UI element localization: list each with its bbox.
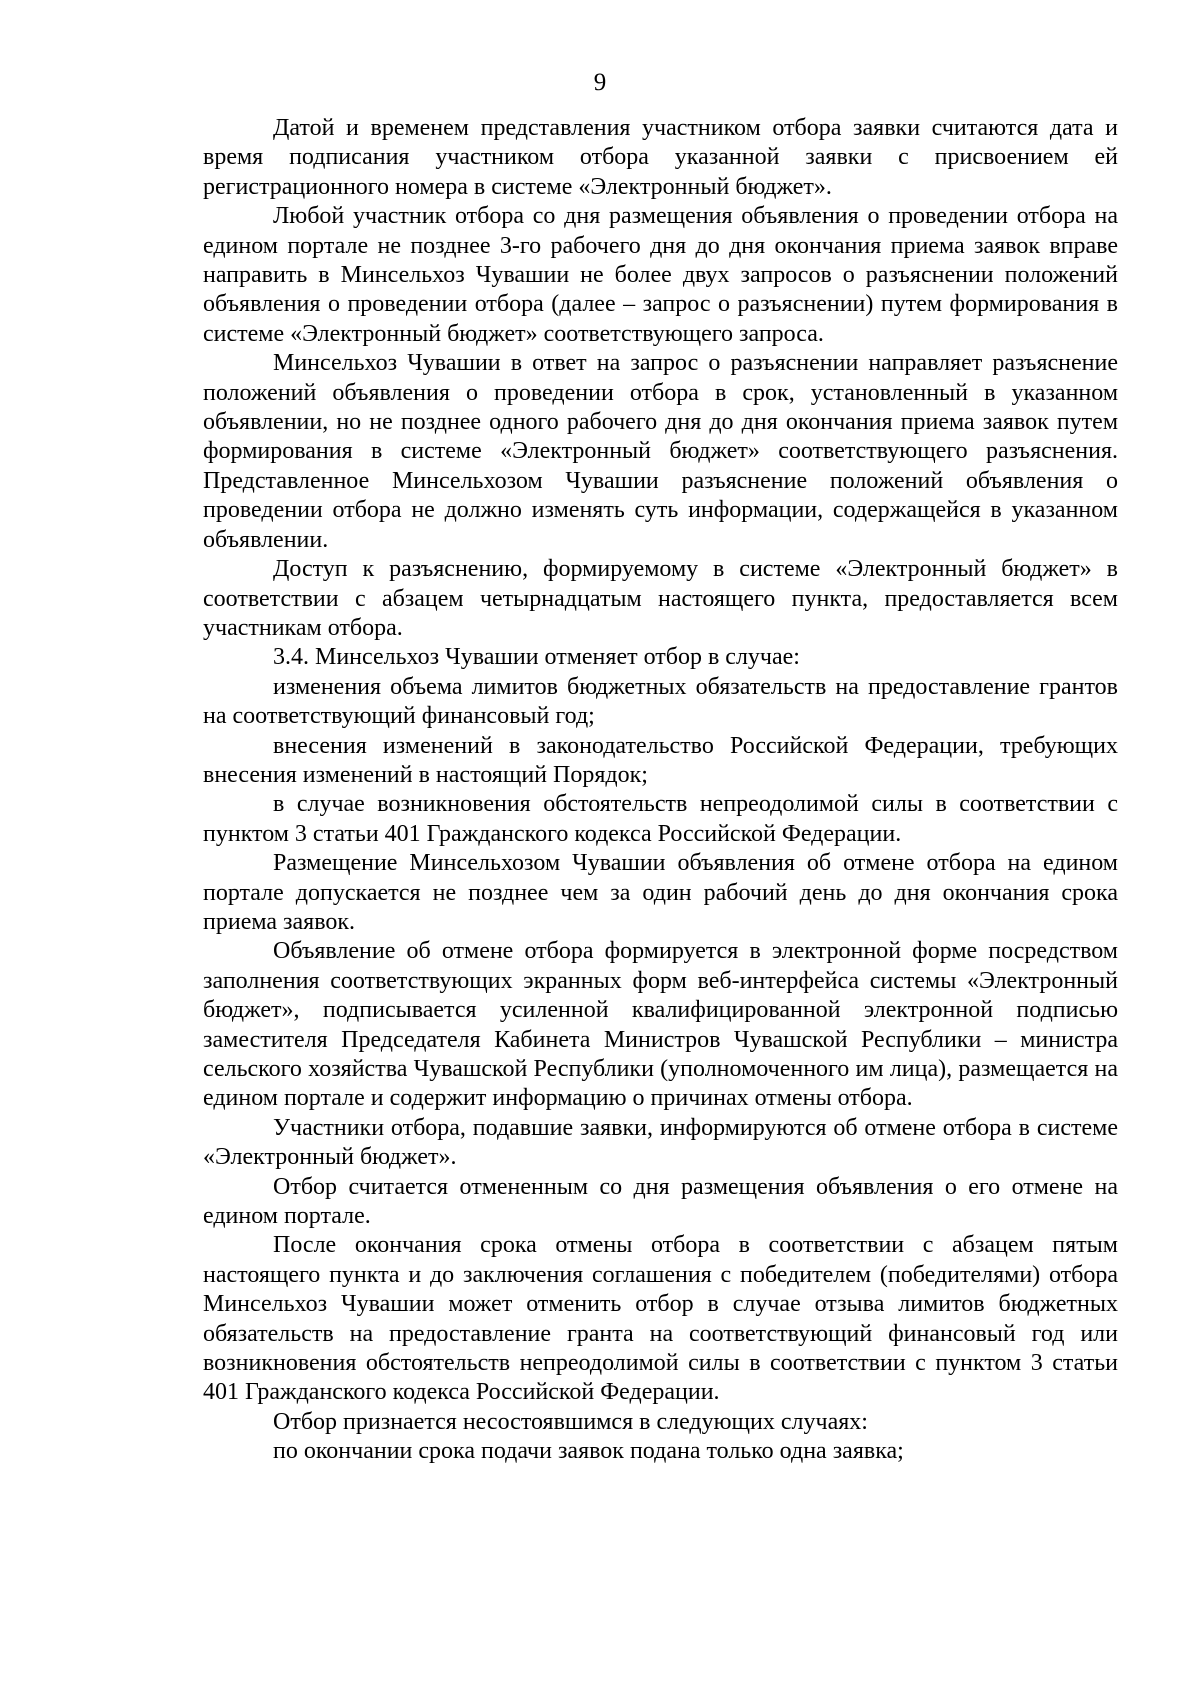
paragraph: внесения изменений в законодательство Российской Федерации, требующих внесения изменений в настоящий Порядок; (203, 732, 1118, 788)
paragraph: в случае возникновения обстоятельств непреодолимой силы в соответствии с пунктом 3 статьи 401 Гражданского кодекса Российской Федерации. (203, 791, 1118, 847)
paragraph: Участники отбора, подавшие заявки, информируются об отмене отбора в системе «Электронный бюджет». (203, 1114, 1118, 1171)
paragraph: Датой и временем представления участником отбора заявки считаются дата и время подписания участником отбора указанной заявки с присвоением ей регистрационного номера в системе «Электронный бюджет». (203, 115, 1118, 200)
page-number: 9 (593, 69, 607, 96)
paragraph: изменения объема лимитов бюджетных обязательств на предоставление грантов на соответствующий финансовый год; (203, 673, 1118, 730)
paragraph: Объявление об отмене отбора формируется в электронной форме посредством заполнения соответствующих экранных форм веб-интерфейса системы «Электронный бюджет», подписывается усиленной квалифицированной электронной подписью заместителя Председателя Кабинета Министров Чувашской Республики – министра сельского хозяйства Чувашской Республики (уполномоченного им лица), размещается на едином портале и содержит информацию о причинах отмены отбора. (203, 938, 1118, 1112)
paragraph: Отбор считается отмененным со дня размещения объявления о его отмене на едином портале. (203, 1173, 1118, 1230)
paragraph: Отбор признается несостоявшимся в следующих случаях: (273, 1408, 868, 1435)
paragraph: Минсельхоз Чувашии в ответ на запрос о разъяснении направляет разъяснение положений объявления о проведении отбора в срок, установленный в указанном объявлении, но не позднее одного рабочего дня до дня окончания приема заявок путем формирования в системе «Электронный бюджет» соответствующего разъяснения. Представленное Минсельхозом Чувашии разъяснение положений объявления о проведении отбора не должно изменять суть информации, содержащейся в указанном объявлении. (203, 350, 1118, 553)
paragraph: Доступ к разъяснению, формируемому в системе «Электронный бюджет» в соответствии с абзацем четырнадцатым настоящего пункта, предоставляется всем участникам отбора. (203, 556, 1118, 641)
document-body (203, 114, 1118, 1467)
paragraph: 3.4. Минсельхоз Чувашии отменяет отбор в случае: (273, 644, 800, 671)
paragraph: После окончания срока отмены отбора в соответствии с абзацем пятым настоящего пункта и до заключения соглашения с победителем (победителями) отбора Минсельхоз Чувашии может отменить отбор в случае отзыва лимитов бюджетных обязательств на предоставление гранта на соответствующий финансовый год или возникновения обстоятельств непреодолимой силы в соответствии с пунктом 3 статьи 401 Гражданского кодекса Российской Федерации. (203, 1232, 1118, 1406)
paragraph: Любой участник отбора со дня размещения объявления о проведении отбора на едином портале не позднее 3-го рабочего дня до дня окончания приема заявок вправе направить в Минсельхоз Чувашии не более двух запросов о разъяснении положений объявления о проведении отбора (далее – запрос о разъяснении) путем формирования в системе «Электронный бюджет» соответствующего запроса. (203, 203, 1118, 347)
paragraph: по окончании срока подачи заявок подана только одна заявка; (273, 1438, 904, 1465)
paragraph: Размещение Минсельхозом Чувашии объявления об отмене отбора на едином портале допускается не позднее чем за один рабочий день до дня окончания срока приема заявок. (203, 850, 1118, 935)
